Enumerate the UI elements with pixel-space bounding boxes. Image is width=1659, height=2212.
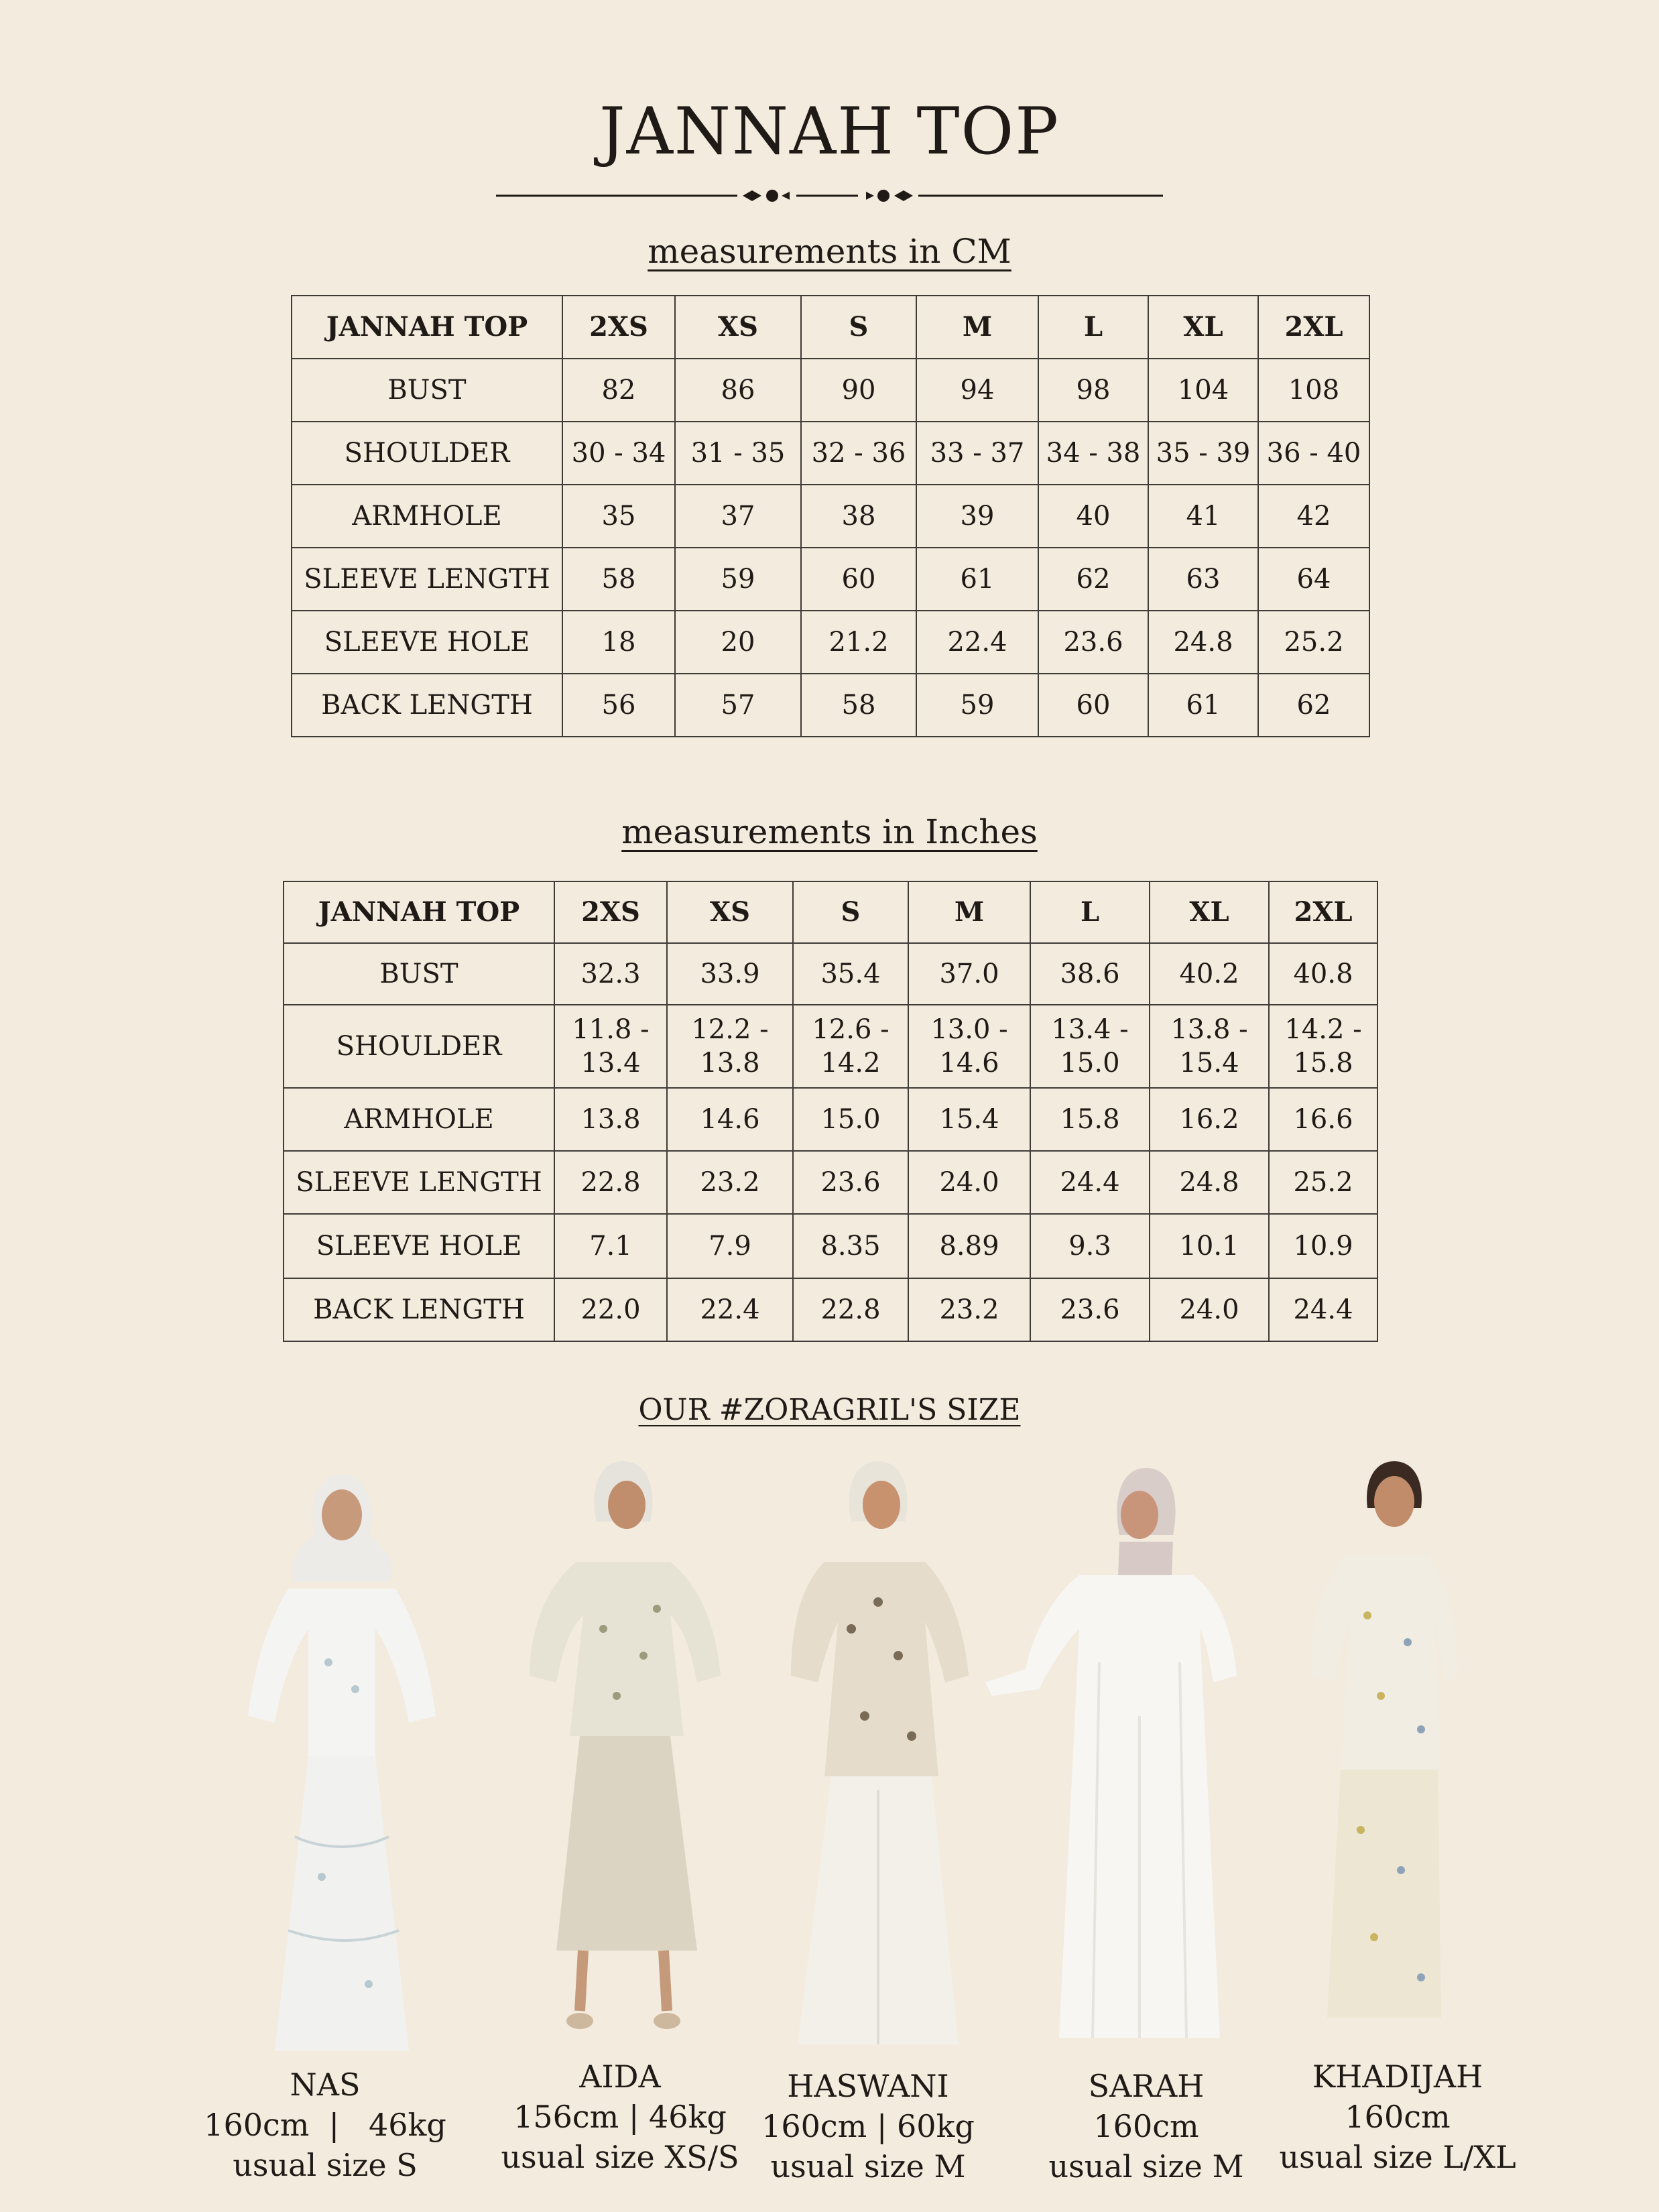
table-cell: 8.89 <box>908 1214 1030 1278</box>
table-cell: 15.0 <box>793 1088 908 1151</box>
table-cell: 8.35 <box>793 1214 908 1278</box>
table-cell: 13.0 - 14.6 <box>908 1005 1030 1088</box>
model-photo-haswani <box>784 1455 972 2051</box>
table-cell: 12.6 - 14.2 <box>793 1005 908 1088</box>
table-cell: 13.8 <box>554 1088 667 1151</box>
model-usual-size: usual size M <box>770 2148 966 2185</box>
model-photo-khadijah <box>1300 1455 1461 2038</box>
inches-header-cell: XL <box>1150 881 1269 943</box>
table-cell: 108 <box>1258 359 1369 422</box>
table-row <box>284 1005 1377 1088</box>
table-cell: 33 - 37 <box>916 422 1038 485</box>
table-cell: 10.1 <box>1150 1214 1269 1278</box>
table-row <box>284 1151 1377 1214</box>
table-cell: 18 <box>562 611 675 674</box>
table-cell: 42 <box>1258 485 1369 548</box>
table-row <box>284 1214 1377 1278</box>
table-cell: 24.0 <box>908 1151 1030 1214</box>
model-name: KHADIJAH <box>1312 2059 1483 2095</box>
table-cell: 60 <box>1038 674 1148 737</box>
table-cell: 40 <box>1038 485 1148 548</box>
cm-header-cell: M <box>916 296 1038 359</box>
model-caption-haswani <box>744 2066 992 2187</box>
model-usual-size: usual size L/XL <box>1279 2139 1516 2175</box>
table-row <box>284 1088 1377 1151</box>
table-cell: 24.4 <box>1030 1151 1150 1214</box>
models-section-title: OUR #ZORAGRIL'S SIZE <box>638 1393 1021 1427</box>
table-cell: 60 <box>801 548 916 611</box>
table-cell: 94 <box>916 359 1038 422</box>
row-label: SLEEVE LENGTH <box>292 548 562 611</box>
table-cell: 24.8 <box>1150 1151 1269 1214</box>
model-caption-nas <box>201 2065 449 2185</box>
model-name: SARAH <box>1088 2068 1205 2104</box>
row-label: BUST <box>292 359 562 422</box>
table-cell: 12.2 - 13.8 <box>667 1005 793 1088</box>
model-caption-aida <box>496 2056 744 2177</box>
model-stats: 160cm <box>1093 2108 1199 2144</box>
table-cell: 61 <box>1148 674 1258 737</box>
row-label: SHOULDER <box>284 1005 554 1088</box>
table-cell: 22.8 <box>554 1151 667 1214</box>
table-cell: 10.9 <box>1269 1214 1377 1278</box>
table-cell: 16.6 <box>1269 1088 1377 1151</box>
inches-subtitle: measurements in Inches <box>621 812 1038 851</box>
table-cell: 37.0 <box>908 943 1030 1005</box>
cm-table <box>291 295 1370 737</box>
table-row <box>292 674 1369 737</box>
row-label: SLEEVE HOLE <box>292 611 562 674</box>
table-cell: 24.8 <box>1148 611 1258 674</box>
model-usual-size: usual size M <box>1048 2148 1244 2185</box>
table-row <box>292 548 1369 611</box>
table-cell: 57 <box>675 674 801 737</box>
cm-header-cell: XL <box>1148 296 1258 359</box>
table-cell: 13.8 - 15.4 <box>1150 1005 1269 1088</box>
table-cell: 22.8 <box>793 1278 908 1341</box>
table-cell: 22.4 <box>667 1278 793 1341</box>
table-cell: 23.6 <box>1030 1278 1150 1341</box>
table-cell: 35 - 39 <box>1148 422 1258 485</box>
table-cell: 13.4 - 15.0 <box>1030 1005 1150 1088</box>
table-row <box>292 359 1369 422</box>
cm-header-cell: XS <box>675 296 801 359</box>
table-cell: 98 <box>1038 359 1148 422</box>
model-usual-size: usual size S <box>233 2147 418 2183</box>
inches-header-cell: M <box>908 881 1030 943</box>
table-cell: 90 <box>801 359 916 422</box>
table-cell: 34 - 38 <box>1038 422 1148 485</box>
row-label: BACK LENGTH <box>284 1278 554 1341</box>
model-stats: 160cm <box>1345 2099 1451 2135</box>
table-cell: 37 <box>675 485 801 548</box>
model-photo-aida <box>516 1455 731 2044</box>
table-cell: 31 - 35 <box>675 422 801 485</box>
model-caption-sarah <box>1022 2066 1270 2187</box>
table-cell: 82 <box>562 359 675 422</box>
table-cell: 38 <box>801 485 916 548</box>
cm-subtitle: measurements in CM <box>648 232 1011 271</box>
table-cell: 56 <box>562 674 675 737</box>
row-label: SHOULDER <box>292 422 562 485</box>
table-cell: 25.2 <box>1269 1151 1377 1214</box>
row-label: ARMHOLE <box>284 1088 554 1151</box>
table-cell: 24.4 <box>1269 1278 1377 1341</box>
table-cell: 41 <box>1148 485 1258 548</box>
table-cell: 33.9 <box>667 943 793 1005</box>
table-cell: 39 <box>916 485 1038 548</box>
table-cell: 23.6 <box>1038 611 1148 674</box>
cm-header-cell: L <box>1038 296 1148 359</box>
table-cell: 23.2 <box>667 1151 793 1214</box>
model-caption-khadijah <box>1274 2056 1522 2177</box>
table-cell: 86 <box>675 359 801 422</box>
inches-header-cell: L <box>1030 881 1150 943</box>
table-row <box>292 611 1369 674</box>
table-cell: 15.4 <box>908 1088 1030 1151</box>
table-cell: 22.0 <box>554 1278 667 1341</box>
table-cell: 58 <box>801 674 916 737</box>
model-photo-nas <box>214 1461 469 2065</box>
model-stats: 160cm | 46kg <box>204 2107 446 2143</box>
table-row <box>292 422 1369 485</box>
table-cell: 32 - 36 <box>801 422 916 485</box>
inches-header-cell: JANNAH TOP <box>284 881 554 943</box>
table-cell: 35.4 <box>793 943 908 1005</box>
cm-header-cell: 2XS <box>562 296 675 359</box>
table-cell: 23.2 <box>908 1278 1030 1341</box>
table-cell: 40.8 <box>1269 943 1377 1005</box>
model-usual-size: usual size XS/S <box>501 2139 739 2175</box>
inches-header-cell: XS <box>667 881 793 943</box>
ornament-divider <box>496 182 1163 209</box>
table-cell: 59 <box>675 548 801 611</box>
inches-table <box>283 881 1378 1342</box>
model-name: NAS <box>290 2067 361 2103</box>
table-cell: 61 <box>916 548 1038 611</box>
table-cell: 64 <box>1258 548 1369 611</box>
table-cell: 9.3 <box>1030 1214 1150 1278</box>
table-cell: 30 - 34 <box>562 422 675 485</box>
table-cell: 7.9 <box>667 1214 793 1278</box>
table-cell: 59 <box>916 674 1038 737</box>
table-cell: 7.1 <box>554 1214 667 1278</box>
table-cell: 25.2 <box>1258 611 1369 674</box>
model-stats: 156cm | 46kg <box>513 2099 727 2135</box>
cm-header-cell: JANNAH TOP <box>292 296 562 359</box>
table-cell: 23.6 <box>793 1151 908 1214</box>
model-stats: 160cm | 60kg <box>761 2108 975 2144</box>
table-cell: 14.2 - 15.8 <box>1269 1005 1377 1088</box>
table-cell: 32.3 <box>554 943 667 1005</box>
page-title: JANNAH TOP <box>599 94 1060 169</box>
table-cell: 24.0 <box>1150 1278 1269 1341</box>
table-cell: 16.2 <box>1150 1088 1269 1151</box>
row-label: ARMHOLE <box>292 485 562 548</box>
table-row <box>284 943 1377 1005</box>
row-label: SLEEVE HOLE <box>284 1214 554 1278</box>
model-name: HASWANI <box>787 2068 949 2104</box>
inches-header-cell: S <box>793 881 908 943</box>
table-cell: 20 <box>675 611 801 674</box>
cm-header-cell: 2XL <box>1258 296 1369 359</box>
inches-header-cell: 2XL <box>1269 881 1377 943</box>
inches-header-cell: 2XS <box>554 881 667 943</box>
table-cell: 22.4 <box>916 611 1038 674</box>
table-cell: 62 <box>1258 674 1369 737</box>
table-cell: 58 <box>562 548 675 611</box>
table-cell: 36 - 40 <box>1258 422 1369 485</box>
table-row <box>284 1278 1377 1341</box>
cm-header-cell: S <box>801 296 916 359</box>
table-cell: 14.6 <box>667 1088 793 1151</box>
table-cell: 35 <box>562 485 675 548</box>
cm-header-row <box>292 296 1369 359</box>
row-label: SLEEVE LENGTH <box>284 1151 554 1214</box>
table-cell: 38.6 <box>1030 943 1150 1005</box>
model-name: AIDA <box>579 2059 661 2095</box>
row-label: BUST <box>284 943 554 1005</box>
table-cell: 62 <box>1038 548 1148 611</box>
table-cell: 15.8 <box>1030 1088 1150 1151</box>
row-label: BACK LENGTH <box>292 674 562 737</box>
table-cell: 21.2 <box>801 611 916 674</box>
table-row <box>292 485 1369 548</box>
table-cell: 104 <box>1148 359 1258 422</box>
model-photo-sarah <box>979 1461 1247 2051</box>
inches-header-row <box>284 881 1377 943</box>
table-cell: 63 <box>1148 548 1258 611</box>
table-cell: 40.2 <box>1150 943 1269 1005</box>
table-cell: 11.8 - 13.4 <box>554 1005 667 1088</box>
